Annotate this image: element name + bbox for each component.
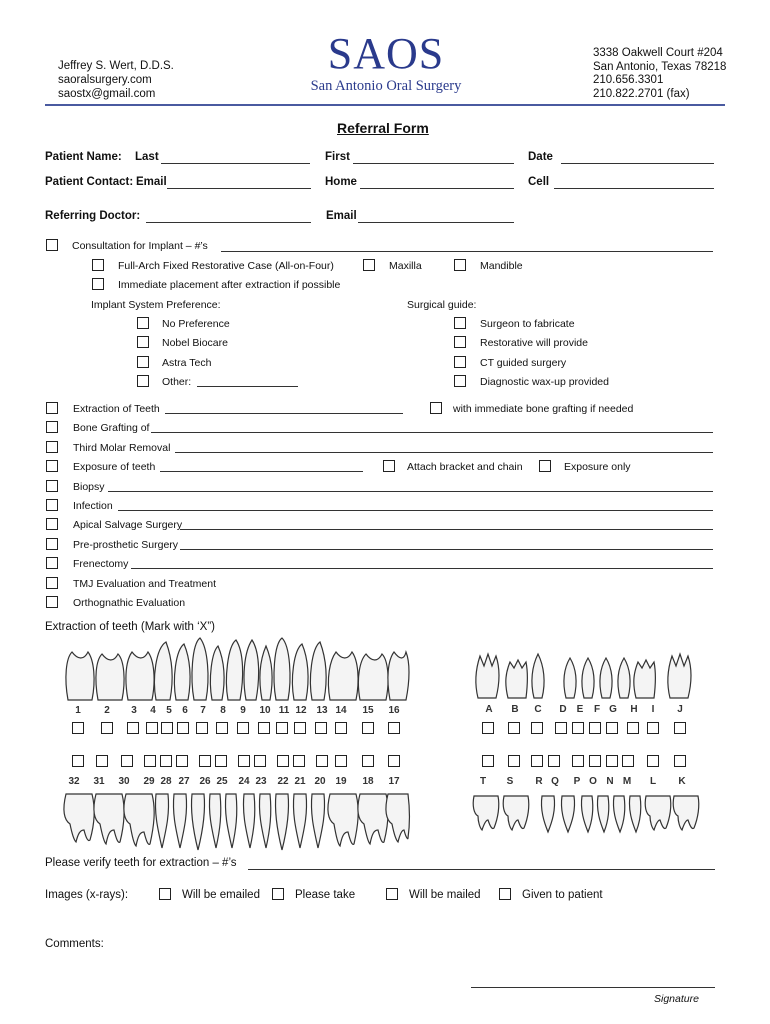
tooth-11-checkbox[interactable] [276, 722, 288, 734]
tmj-checkbox[interactable] [46, 577, 58, 589]
tooth-T-label: T [479, 776, 487, 787]
tooth-20-checkbox[interactable] [316, 755, 328, 767]
no-preference-label: No Preference [162, 318, 230, 330]
tooth-J-checkbox[interactable] [674, 722, 686, 734]
extraction-label: Extraction of Teeth [73, 403, 160, 415]
tooth-16-checkbox[interactable] [388, 722, 400, 734]
tooth-R-label: R [535, 776, 543, 787]
patient-email-field[interactable] [167, 188, 311, 189]
tooth-28-label: 28 [160, 776, 172, 787]
upper-adult-teeth-illustration [60, 638, 410, 702]
implant-system-label: Implant System Preference: [91, 299, 221, 311]
apical-field[interactable] [180, 529, 713, 530]
tooth-18-label: 18 [362, 776, 374, 787]
referring-email-field[interactable] [358, 222, 514, 223]
logo-main: SAOS [327, 29, 445, 78]
tooth-18-checkbox[interactable] [362, 755, 374, 767]
please-take-checkbox[interactable] [272, 888, 284, 900]
tooth-14-checkbox[interactable] [335, 722, 347, 734]
mandible-checkbox[interactable] [454, 259, 466, 271]
exposure-label: Exposure of teeth [73, 461, 156, 473]
preprosthetic-label: Pre-prosthetic Surgery [73, 539, 179, 551]
date-label: Date [528, 151, 553, 163]
cell-label: Cell [528, 176, 550, 188]
tooth-24-checkbox[interactable] [238, 755, 250, 767]
tooth-15-checkbox[interactable] [362, 722, 374, 734]
tooth-12-checkbox[interactable] [294, 722, 306, 734]
surgeon-fabricate-checkbox[interactable] [454, 317, 466, 329]
tooth-8-label: 8 [220, 705, 226, 716]
will-be-mailed-checkbox[interactable] [386, 888, 398, 900]
tooth-25-label: 25 [216, 776, 228, 787]
frenectomy-checkbox[interactable] [46, 557, 58, 569]
lower-adult-teeth-illustration [60, 790, 410, 850]
tooth-31-checkbox[interactable] [96, 755, 108, 767]
tooth-10-checkbox[interactable] [258, 722, 270, 734]
first-label: First [325, 151, 350, 163]
signature-field[interactable] [471, 987, 715, 988]
tooth-22-checkbox[interactable] [277, 755, 289, 767]
lower-primary-teeth-illustration [470, 792, 700, 836]
surgical-guide-label: Surgical guide: [407, 299, 477, 311]
bone-grafting-label: Bone Grafting of [73, 422, 150, 434]
tooth-17-checkbox[interactable] [388, 755, 400, 767]
last-label: Last [135, 151, 159, 163]
orthognathic-label: Orthognathic Evaluation [73, 597, 186, 609]
tooth-L-checkbox[interactable] [647, 755, 659, 767]
tooth-3-checkbox[interactable] [127, 722, 139, 734]
verify-teeth-label: Please verify teeth for extraction – #’s [45, 857, 237, 869]
please-take-label: Please take [295, 889, 356, 901]
referring-doctor-field[interactable] [146, 222, 311, 223]
contact-email-label: Email [136, 176, 167, 188]
infection-checkbox[interactable] [46, 499, 58, 511]
tooth-G-label: G [609, 704, 617, 715]
patient-contact-label: Patient Contact: [45, 176, 134, 188]
third-molar-label: Third Molar Removal [73, 442, 171, 454]
exposure-only-label: Exposure only [564, 461, 631, 473]
infection-label: Infection [73, 500, 113, 512]
tooth-B-label: B [511, 704, 519, 715]
tooth-C-label: C [534, 704, 542, 715]
no-preference-checkbox[interactable] [137, 317, 149, 329]
bone-graft-immediate-checkbox[interactable] [430, 402, 442, 414]
tooth-14-label: 14 [335, 705, 347, 716]
third-molar-field[interactable] [175, 452, 713, 453]
tooth-S-label: S [506, 776, 514, 787]
first-name-field[interactable] [353, 163, 514, 164]
header-divider [45, 104, 725, 106]
tooth-23-checkbox[interactable] [254, 755, 266, 767]
consult-implant-checkbox[interactable] [46, 239, 58, 251]
website[interactable]: saoralsurgery.com [58, 74, 152, 86]
exposure-checkbox[interactable] [46, 460, 58, 472]
given-to-patient-label: Given to patient [522, 889, 603, 901]
logo-sub: San Antonio Oral Surgery [310, 78, 462, 94]
bone-grafting-field[interactable] [151, 432, 713, 433]
fax: 210.822.2701 (fax) [593, 87, 690, 100]
tooth-12-label: 12 [295, 705, 307, 716]
nobel-biocare-label: Nobel Biocare [162, 337, 228, 349]
wax-up-label: Diagnostic wax-up provided [480, 376, 609, 388]
tooth-22-label: 22 [277, 776, 289, 787]
referring-email-label: Email [326, 210, 357, 222]
tooth-D-label: D [559, 704, 567, 715]
tooth-H-label: H [630, 704, 638, 715]
tooth-19-checkbox[interactable] [335, 755, 347, 767]
tooth-30-checkbox[interactable] [121, 755, 133, 767]
exposure-teeth-field[interactable] [160, 471, 363, 472]
tooth-J-label: J [677, 704, 683, 715]
tooth-21-checkbox[interactable] [293, 755, 305, 767]
bone-graft-immediate-label: with immediate bone grafting if needed [453, 403, 634, 415]
tooth-27-label: 27 [178, 776, 190, 787]
tooth-C-checkbox[interactable] [531, 722, 543, 734]
images-label: Images (x-rays): [45, 889, 129, 901]
tooth-30-label: 30 [118, 776, 130, 787]
signature-label: Signature [654, 993, 699, 1005]
tooth-13-label: 13 [316, 705, 328, 716]
referring-doctor-label: Referring Doctor: [45, 210, 141, 222]
tooth-7-label: 7 [200, 705, 206, 716]
tooth-8-checkbox[interactable] [216, 722, 228, 734]
tooth-E-checkbox[interactable] [572, 722, 584, 734]
tooth-15-label: 15 [362, 705, 374, 716]
tooth-M-checkbox[interactable] [622, 755, 634, 767]
biopsy-label: Biopsy [73, 481, 105, 493]
tooth-L-label: L [649, 776, 657, 787]
tooth-H-checkbox[interactable] [627, 722, 639, 734]
tooth-23-label: 23 [255, 776, 267, 787]
will-be-mailed-label: Will be mailed [409, 889, 481, 901]
tooth-Q-label: Q [551, 776, 559, 787]
mandible-label: Mandible [480, 260, 523, 272]
tooth-S-checkbox[interactable] [508, 755, 520, 767]
tooth-27-checkbox[interactable] [176, 755, 188, 767]
tooth-A-checkbox[interactable] [482, 722, 494, 734]
tooth-25-checkbox[interactable] [215, 755, 227, 767]
preprosthetic-checkbox[interactable] [46, 538, 58, 550]
home-phone-field[interactable] [360, 188, 514, 189]
tooth-R-checkbox[interactable] [531, 755, 543, 767]
tooth-26-checkbox[interactable] [199, 755, 211, 767]
phone: 210.656.3301 [593, 74, 664, 86]
infection-field[interactable] [118, 510, 713, 511]
orthognathic-checkbox[interactable] [46, 596, 58, 608]
maxilla-label: Maxilla [389, 260, 422, 272]
tooth-19-label: 19 [335, 776, 347, 787]
tooth-F-checkbox[interactable] [589, 722, 601, 734]
attach-bracket-label: Attach bracket and chain [407, 461, 523, 473]
office-address [593, 47, 726, 101]
full-arch-checkbox[interactable] [92, 259, 104, 271]
immediate-placement-label: Immediate placement after extraction if possible [118, 279, 341, 291]
ct-guided-checkbox[interactable] [454, 356, 466, 368]
date-field[interactable] [561, 163, 714, 164]
tooth-E-label: E [576, 704, 584, 715]
tooth-9-label: 9 [240, 705, 246, 716]
tooth-6-label: 6 [182, 705, 188, 716]
tooth-29-checkbox[interactable] [144, 755, 156, 767]
home-label: Home [325, 176, 357, 188]
tooth-T-checkbox[interactable] [482, 755, 494, 767]
address-line-1: 3338 Oakwell Court #204 [593, 47, 723, 59]
third-molar-checkbox[interactable] [46, 441, 58, 453]
attach-bracket-checkbox[interactable] [383, 460, 395, 472]
extraction-checkbox[interactable] [46, 402, 58, 414]
tooth-Q-checkbox[interactable] [548, 755, 560, 767]
maxilla-checkbox[interactable] [363, 259, 375, 271]
other-system-label: Other: [162, 376, 192, 388]
tooth-3-label: 3 [131, 705, 137, 716]
tooth-I-checkbox[interactable] [647, 722, 659, 734]
tooth-P-label: P [573, 776, 581, 787]
tooth-9-checkbox[interactable] [237, 722, 249, 734]
comments-label: Comments: [45, 938, 104, 950]
doctor-info [58, 59, 174, 101]
tooth-28-checkbox[interactable] [160, 755, 172, 767]
given-to-patient-checkbox[interactable] [499, 888, 511, 900]
tooth-24-label: 24 [238, 776, 250, 787]
last-name-field[interactable] [161, 163, 310, 164]
saos-logo [306, 30, 466, 94]
implant-teeth-field[interactable] [221, 251, 713, 252]
tooth-11-label: 11 [278, 705, 290, 716]
tooth-1-checkbox[interactable] [72, 722, 84, 734]
other-system-field[interactable] [197, 386, 298, 387]
tooth-chart-title: Extraction of teeth (Mark with ‘X”) [45, 621, 215, 633]
astra-tech-label: Astra Tech [162, 357, 212, 369]
extraction-teeth-field[interactable] [165, 413, 403, 414]
doctor-name: Jeffrey S. Wert, D.D.S. [58, 60, 174, 72]
tmj-label: TMJ Evaluation and Treatment [73, 578, 216, 590]
exposure-only-checkbox[interactable] [539, 460, 551, 472]
apical-checkbox[interactable] [46, 518, 58, 530]
patient-name-label: Patient Name: [45, 151, 122, 163]
tooth-32-label: 32 [68, 776, 80, 787]
tooth-20-label: 20 [314, 776, 326, 787]
tooth-17-label: 17 [388, 776, 400, 787]
will-be-emailed-checkbox[interactable] [159, 888, 171, 900]
tooth-G-checkbox[interactable] [606, 722, 618, 734]
tooth-29-label: 29 [143, 776, 155, 787]
tooth-21-label: 21 [294, 776, 306, 787]
wax-up-checkbox[interactable] [454, 375, 466, 387]
tooth-32-checkbox[interactable] [72, 755, 84, 767]
frenectomy-field[interactable] [131, 568, 713, 569]
tooth-D-checkbox[interactable] [555, 722, 567, 734]
tooth-7-checkbox[interactable] [196, 722, 208, 734]
tooth-5-label: 5 [166, 705, 172, 716]
tooth-I-label: I [651, 704, 655, 715]
biopsy-checkbox[interactable] [46, 480, 58, 492]
surgeon-fabricate-label: Surgeon to fabricate [480, 318, 575, 330]
tooth-4-checkbox[interactable] [146, 722, 158, 734]
tooth-2-checkbox[interactable] [101, 722, 113, 734]
frenectomy-label: Frenectomy [73, 558, 129, 570]
ct-guided-label: CT guided surgery [480, 357, 567, 369]
restorative-provide-label: Restorative will provide [480, 337, 588, 349]
other-system-checkbox[interactable] [137, 375, 149, 387]
restorative-provide-checkbox[interactable] [454, 336, 466, 348]
tooth-16-label: 16 [388, 705, 400, 716]
preprosthetic-field[interactable] [180, 549, 713, 550]
contact-email[interactable]: saostx@gmail.com [58, 88, 156, 100]
nobel-biocare-checkbox[interactable] [137, 336, 149, 348]
full-arch-label: Full-Arch Fixed Restorative Case (All-on-Four) [118, 260, 334, 272]
tooth-K-label: K [678, 776, 686, 787]
upper-primary-teeth-illustration [470, 648, 700, 700]
tooth-2-label: 2 [104, 705, 110, 716]
tooth-1-label: 1 [75, 705, 81, 716]
form-title: Referral Form [337, 120, 429, 136]
tooth-4-label: 4 [150, 705, 156, 716]
tooth-31-label: 31 [93, 776, 105, 787]
verify-teeth-field[interactable] [248, 869, 715, 870]
tooth-B-checkbox[interactable] [508, 722, 520, 734]
tooth-13-checkbox[interactable] [315, 722, 327, 734]
tooth-K-checkbox[interactable] [674, 755, 686, 767]
tooth-N-label: N [606, 776, 614, 787]
tooth-M-label: M [622, 776, 632, 787]
bone-grafting-checkbox[interactable] [46, 421, 58, 433]
tooth-O-checkbox[interactable] [589, 755, 601, 767]
tooth-10-label: 10 [259, 705, 271, 716]
tooth-26-label: 26 [199, 776, 211, 787]
immediate-placement-checkbox[interactable] [92, 278, 104, 290]
tooth-F-label: F [593, 704, 601, 715]
consult-implant-label: Consultation for Implant – #’s [72, 240, 208, 252]
tooth-A-label: A [485, 704, 493, 715]
cell-phone-field[interactable] [554, 188, 714, 189]
astra-tech-checkbox[interactable] [137, 356, 149, 368]
biopsy-field[interactable] [108, 491, 713, 492]
apical-label: Apical Salvage Surgery [73, 519, 183, 531]
tooth-P-checkbox[interactable] [572, 755, 584, 767]
tooth-5-checkbox[interactable] [161, 722, 173, 734]
address-line-2: San Antonio, Texas 78218 [593, 60, 727, 73]
tooth-O-label: O [589, 776, 597, 787]
tooth-6-checkbox[interactable] [177, 722, 189, 734]
will-be-emailed-label: Will be emailed [182, 889, 260, 901]
tooth-N-checkbox[interactable] [606, 755, 618, 767]
